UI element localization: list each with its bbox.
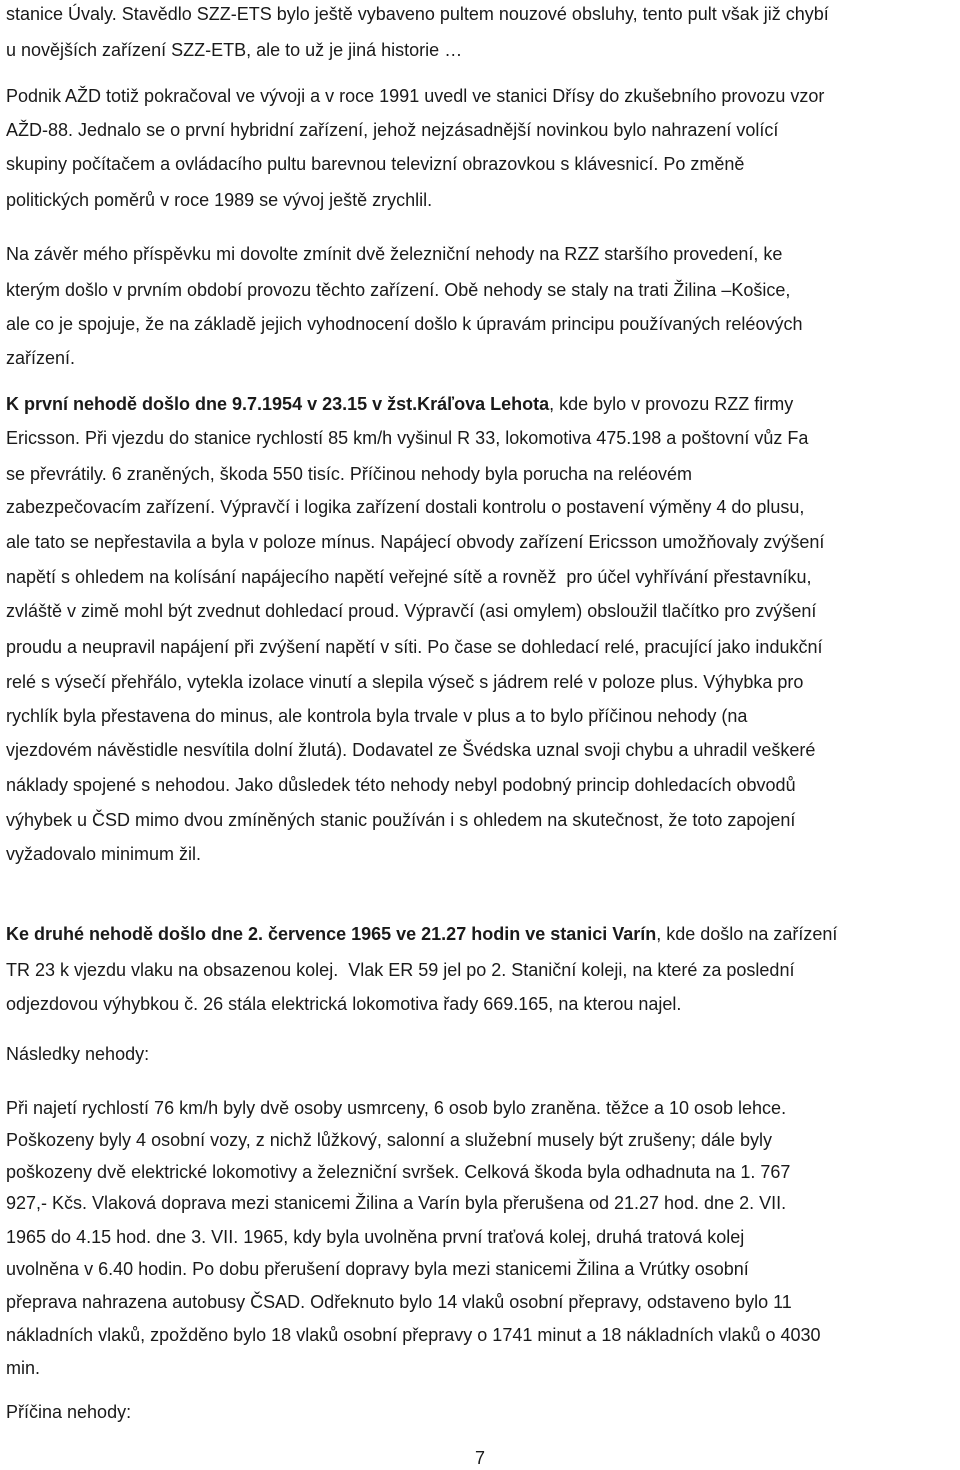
text-run: Následky nehody:	[6, 1044, 150, 1064]
text-run: vjezdovém návěstidle nesvítila dolní žlutá). Dodavatel ze Švédska uznal svoji chybu a uhradil veškeré	[6, 740, 816, 760]
text-run: nákladních vlaků, zpožděno bylo 18 vlaků osobní přepravy o 1741 minut a 18 nákladních vlaků o 4030	[6, 1325, 821, 1345]
text-run: zvláště v zimě mohl být zvednut dohledací proud. Výpravčí (asi omylem) obsloužil tlačítko pro zvýšení	[6, 601, 817, 621]
text-line	[6, 190, 432, 210]
text-run: zařízení.	[6, 348, 76, 368]
text-run: se převrátily. 6 zraněných, škoda 550 tisíc. Příčinou nehody byla porucha na reléovém	[6, 464, 693, 484]
text-line	[6, 244, 782, 264]
text-run: relé s výsečí přehřálo, vytekla izolace vinutí a slepila výseč s jádrem relé v poloze plus. Výhybka pro	[6, 672, 804, 692]
text-line	[6, 86, 824, 106]
text-line	[6, 1098, 786, 1118]
text-run: kterým došlo v prvním období provozu těchto zařízení. Obě nehody se staly na trati Žilina –Košice,	[6, 280, 791, 300]
text-run: poškozeny dvě elektrické lokomotivy a železniční svršek. Celková škoda byla odhadnuta na 1. 767	[6, 1162, 791, 1182]
text-run: min.	[6, 1358, 41, 1378]
text-line	[6, 280, 790, 300]
text-line	[6, 706, 747, 726]
text-run: přeprava nahrazena autobusy ČSAD. Odřeknuto bylo 14 vlaků osobní přepravy, odstaveno bylo 11	[6, 1292, 792, 1312]
text-line	[6, 1044, 149, 1064]
text-line	[6, 1193, 786, 1213]
text-run: ale tato se nepřestavila a byla v poloze mínus. Napájecí obvody zařízení Ericsson umožňovaly zvýšení	[6, 532, 825, 552]
text-line	[6, 1325, 821, 1345]
text-run: Příčina nehody:	[6, 1402, 132, 1422]
text-run: Na závěr mého příspěvku mi dovolte zmínit dvě železniční nehody na RZZ staršího provedení, ke	[6, 244, 783, 264]
text-run: odjezdovou výhybkou č. 26 stála elektrická lokomotiva řady 669.165, na kterou najel.	[6, 994, 682, 1014]
text-line	[6, 960, 794, 980]
text-line	[6, 1162, 790, 1182]
text-run: AŽD-88. Jednalo se o první hybridní zařízení, jehož nejzásadnější novinkou bylo nahrazení volící	[6, 120, 779, 140]
text-line	[6, 1259, 749, 1279]
text-line	[6, 428, 808, 448]
text-line	[6, 532, 824, 552]
text-line	[6, 1130, 772, 1150]
text-line	[6, 1358, 40, 1378]
text-line	[6, 120, 778, 140]
text-run: skupiny počítačem a ovládacího pultu barevnou televizní obrazovkou s klávesnicí. Po změně	[6, 154, 745, 174]
text-line	[6, 844, 201, 864]
text-line	[6, 314, 802, 334]
bold-text: K první nehodě došlo dne 9.7.1954 v 23.15 v žst.Kráľova Lehota	[6, 394, 550, 414]
text-run: TR 23 k vjezdu vlaku na obsazenou kolej. Vlak ER 59 jel po 2. Staniční koleji, na které za poslední	[6, 960, 795, 980]
text-line	[6, 4, 829, 24]
text-run: politických poměrů v roce 1989 se vývoj ještě zrychlil.	[6, 190, 433, 210]
text-line	[6, 672, 803, 692]
text-run: u novějších zařízení SZZ-ETB, ale to už je jiná historie …	[6, 40, 463, 60]
text-run: Ericsson. Při vjezdu do stanice rychlostí 85 km/h vyšinul R 33, lokomotiva 475.198 a poštovní vůz Fa	[6, 428, 809, 448]
text-line	[6, 637, 822, 657]
text-run: Podnik AŽD totiž pokračoval ve vývoji a v roce 1991 uvedl ve stanici Dřísy do zkušebního provozu vzor	[6, 86, 825, 106]
text-run: uvolněna v 6.40 hodin. Po dobu přerušení dopravy byla mezi stanicemi Žilina a Vrútky osobní	[6, 1259, 749, 1279]
text-line	[6, 810, 795, 830]
text-run: 1965 do 4.15 hod. dne 3. VII. 1965, kdy byla uvolněna první traťová kolej, druhá tratová kolej	[6, 1227, 745, 1247]
text-run: , kde bylo v provozu RZZ firmy	[549, 394, 794, 414]
text-line	[6, 775, 796, 795]
text-run: náklady spojené s nehodou. Jako důsledek této nehody nebyl podobný princip dohledacích obvodů	[6, 775, 796, 795]
text-run: Poškozeny byly 4 osobní vozy, z nichž lůžkový, salonní a služební musely být zrušeny; dále byly	[6, 1130, 773, 1150]
page-number: 7	[474, 1448, 485, 1468]
text-line	[6, 394, 793, 414]
text-line	[6, 601, 816, 621]
text-line	[6, 40, 462, 60]
text-run: ale co je spojuje, že na základě jejich vyhodnocení došlo k úpravám principu používaných reléových	[6, 314, 803, 334]
text-run: proudu a neupravil napájení při zvýšení napětí v síti. Po čase se dohledací relé, pracující jako indukční	[6, 637, 823, 657]
text-line	[6, 497, 804, 517]
text-line	[6, 567, 811, 587]
text-run: , kde došlo na zařízení	[656, 924, 838, 944]
text-line	[6, 740, 815, 760]
text-run: rychlík byla přestavena do minus, ale kontrola byla trvale v plus a to bylo příčinou nehody (na	[6, 706, 748, 726]
text-run: Při najetí rychlostí 76 km/h byly dvě osoby usmrceny, 6 osob bylo zraněna. těžce a 10 osob lehce.	[6, 1098, 787, 1118]
text-run: vyžadovalo minimum žil.	[6, 844, 202, 864]
bold-text: Ke druhé nehodě došlo dne 2. července 1965 ve 21.27 hodin ve stanici Varín	[6, 924, 657, 944]
text-run: stanice Úvaly. Stavědlo SZZ-ETS bylo ještě vybaveno pultem nouzové obsluhy, tento pult však již chybí	[6, 4, 829, 24]
text-line	[6, 348, 75, 368]
text-line	[6, 464, 692, 484]
text-line	[6, 994, 681, 1014]
text-run: výhybek u ČSD mimo dvou zmíněných stanic používán i s ohledem na skutečnost, že toto zapojení	[6, 810, 796, 830]
text-run: 927,- Kčs. Vlaková doprava mezi stanicemi Žilina a Varín byla přerušena od 21.27 hod. dne 2. VII.	[6, 1193, 787, 1213]
text-line	[6, 154, 744, 174]
text-line	[6, 1292, 792, 1312]
text-run: zabezpečovacím zařízení. Výpravčí i logika zařízení dostali kontrolu o postavení výměny 4 do plusu,	[6, 497, 805, 517]
text-line	[6, 1402, 131, 1422]
text-line	[6, 924, 837, 944]
text-line	[6, 1227, 744, 1247]
text-run: napětí s ohledem na kolísání napájecího napětí veřejné sítě a rovněž pro účel vyhřívání přestavníku,	[6, 567, 812, 587]
